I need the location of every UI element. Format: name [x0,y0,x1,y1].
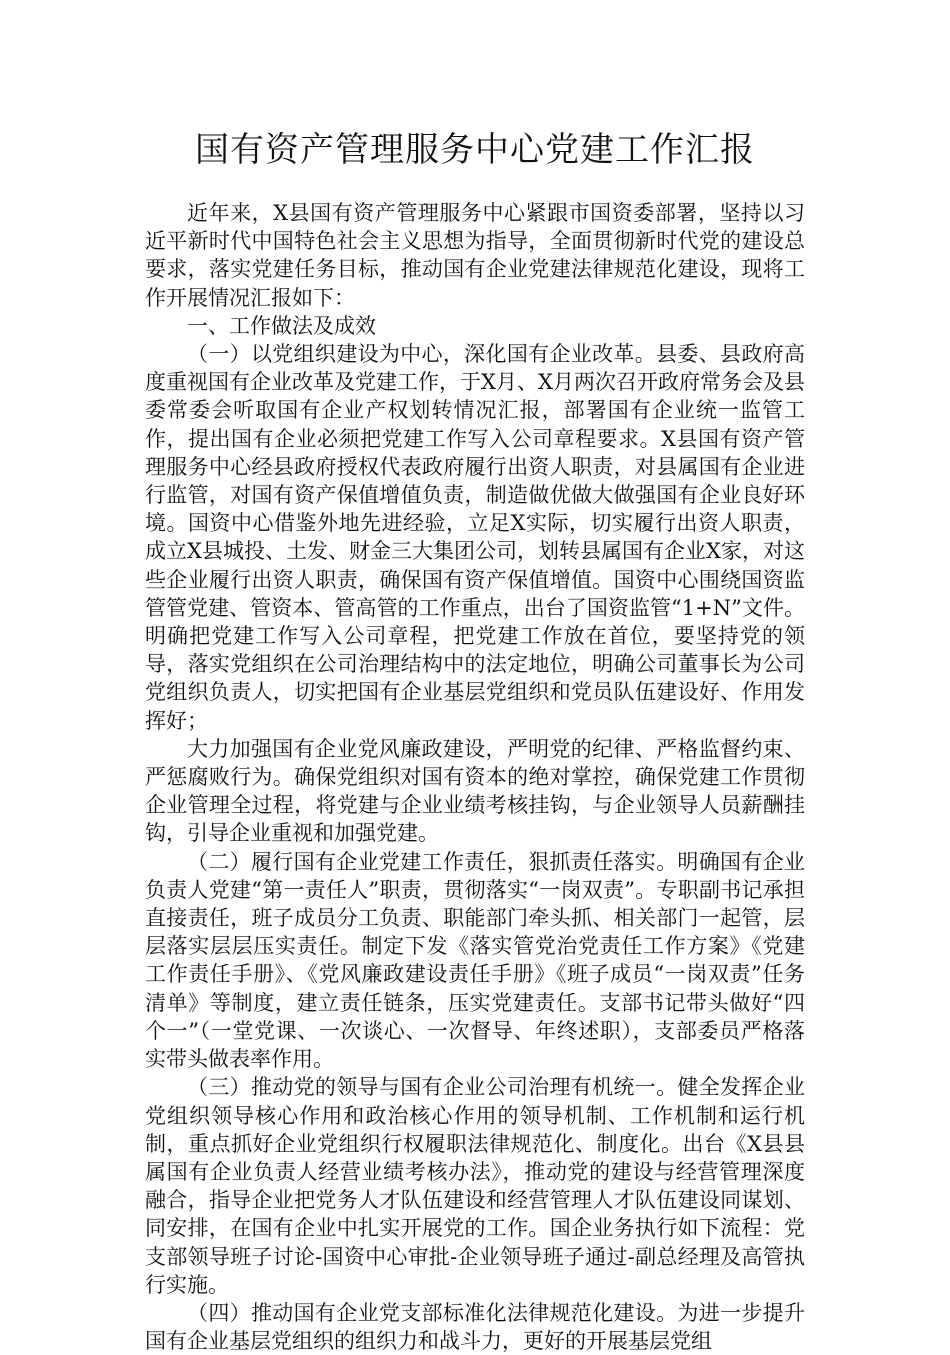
document-body [145,199,805,1355]
section-heading-1: 一、工作做法及成效 [187,313,376,338]
paragraph-2: （二）履行国有企业党建工作责任，狠抓责任落实。明确国有企业负责人党建“第一责任人”职责，贯彻落实“一岗双责”。专职副书记承担直接责任，班子成员分工负责、职能部门牵头抓、相关部门一起管，层层落实层层压实责任。制定下发《落实管党治党责任工作方案》《党建工作责任手册》、《党风廉政建设责任手册》《班子成员“一岗双责”任务清单》等制度，建立责任链条，压实党建责任。支部书记带头做好“四个一”（一堂党课、一次谈心、一次督导、年终述职），支部委员严格落实带头做表率作用。 [145,849,805,1072]
paragraph-1-continued: 大力加强国有企业党风廉政建设，严明党的纪律、严格监督约束、严惩腐败行为。确保党组织对国有资本的绝对掌控，确保党建工作贯彻企业管理全过程，将党建与企业业绩考核挂钩，与企业领导人员薪酬挂钩，引导企业重视和加强党建。 [145,736,805,846]
paragraph-1: （一）以党组织建设为中心，深化国有企业改革。县委、县政府高度重视国有企业改革及党建工作，于X月、X月两次召开政府常务会及县委常委会听取国有企业产权划转情况汇报，部署国有企业统一监管工作，提出国有企业必须把党建工作写入公司章程要求。X县国有资产管理服务中心经县政府授权代表政府履行出资人职责，对县属国有企业进行监管，对国有资产保值增值负责，制造做优做大做强国有企业良好环境。国资中心借鉴外地先进经验，立足X实际，切实履行出资人职责，成立X县城投、土发、财金三大集团公司，划转县属国有企业X家，对这些企业履行出资人职责，确保国有资产保值增值。国资中心围绕国资监管管党建、管资本、管高管的工作重点，出台了国资监管“1+N”文件。明确把党建工作写入公司章程，把党建工作放在首位，要坚持党的领导，落实党组织在公司治理结构中的法定地位，明确公司董事长为公司党组织负责人，切实把国有企业基层党组织和党员队伍建设好、作用发挥好； [145,342,805,733]
paragraph-4: （四）推动国有企业党支部标准化法律规范化建设。为进一步提升国有企业基层党组织的组织力和战斗力，更好的开展基层党组 [145,1300,805,1354]
paragraph-3: （三）推动党的领导与国有企业公司治理有机统一。健全发挥企业党组织领导核心作用和政治核心作用的领导机制、工作机制和运行机制，重点抓好企业党组织行权履职法律规范化、制度化。出台《X县县属国有企业负责人经营业绩考核办法》，推动党的建设与经营管理深度融合，指导企业把党务人才队伍建设和经营管理人才队伍建设同谋划、同安排，在国有企业中扎实开展党的工作。国企业务执行如下流程：党支部领导班子讨论-国资中心审批-企业领导班子通过-副总经理及高管执行实施。 [145,1075,805,1297]
document-title: 国有资产管理服务中心党建工作汇报 [195,130,755,170]
paragraph-intro: 近年来，X县国有资产管理服务中心紧跟市国资委部署，坚持以习近平新时代中国特色社会主义思想为指导，全面贯彻新时代党的建设总要求，落实党建任务目标，推动国有企业党建法律规范化建设，现将工作开展情况汇报如下： [145,201,805,310]
